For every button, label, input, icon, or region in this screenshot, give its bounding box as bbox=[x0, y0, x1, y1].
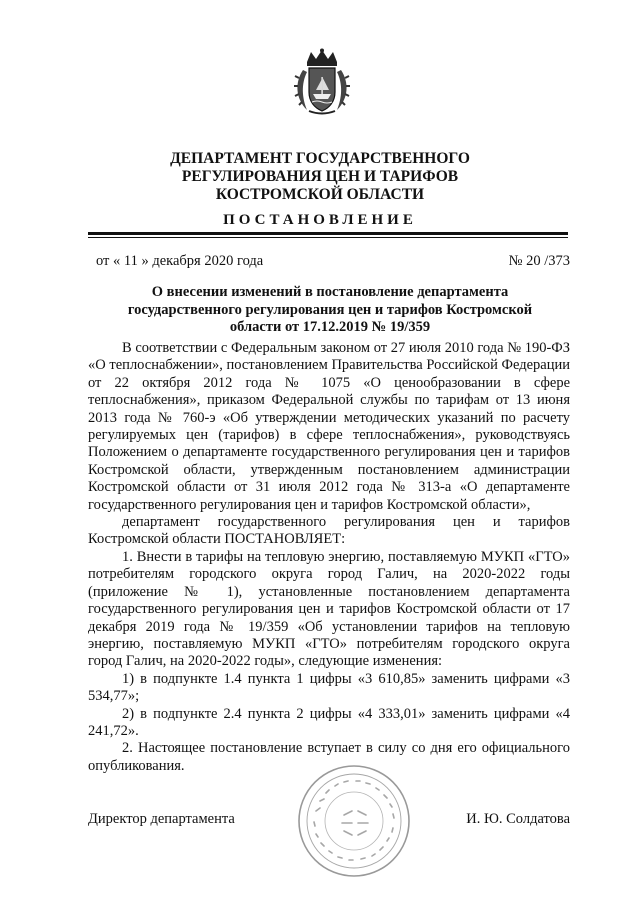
paragraph-preamble: В соответствии с Федеральным законом от 27 июля 2010 года № 190-ФЗ «О теплоснабжении», постановлением Правительства Российской Федерации от 22 октября 2012 года № 1075 «О ценообразовании в сфере теплоснабжения», приказом Федеральной службы по тарифам от 13 июня 2013 года № 760-э «Об утверждении методических указаний по расчету регулируемых цен (тарифов) в сфере теплоснабжения», руководствуясь Положением о департаменте государственного регулирования цен и тарифов Костромской области, утвержденным постановлением администрации Костромской области от 31 июля 2012 года № 313-а «О департаменте государственного регулирования цен и тарифов Костромской области», bbox=[88, 340, 570, 513]
paragraph-subitem-2: 2) в подпункте 2.4 пункта 2 цифры «4 333,01» заменить цифрами «4 241,72». bbox=[88, 705, 570, 739]
paragraph-item-2: 2. Настоящее постановление вступает в силу со дня его официального опубликования. bbox=[88, 740, 570, 774]
document-date: от « 11 » декабря 2020 года bbox=[96, 253, 264, 269]
official-stamp-icon bbox=[296, 763, 412, 879]
header-divider-thin bbox=[88, 237, 568, 238]
subject-line-3: области от 17.12.2019 № 19/359 bbox=[229, 319, 431, 335]
paragraph-item-1: 1. Внести в тарифы на тепловую энергию, поставляемую МУКП «ГТО» потребителям городского округа город Галич, на 2020-2022 годы (приложение № 1), установленные постановлением департамента государственного регулирования цен и тарифов Костромской области от 17 декабря 2019 года № 19/359 «Об установлении тарифов на тепловую энергию, поставляемую МУКП «ГТО» потребителям городского округа город Галич, на 2020-2022 годы», следующие изменения: bbox=[88, 548, 570, 670]
department-title-line-2: РЕГУЛИРОВАНИЯ ЦЕН И ТАРИФОВ bbox=[181, 168, 459, 185]
header-divider-thick bbox=[88, 232, 568, 235]
document-subject bbox=[110, 284, 550, 337]
signatory-name: И. Ю. Солдатова bbox=[466, 811, 570, 827]
signatory-position: Директор департамента bbox=[88, 811, 235, 827]
document-number: № 20 /373 bbox=[508, 253, 570, 269]
subject-line-2: государственного регулирования цен и тарифов Костромской bbox=[127, 301, 533, 318]
department-title-line-1: ДЕПАРТАМЕНТ ГОСУДАРСТВЕННОГО bbox=[170, 150, 470, 167]
document-body bbox=[88, 340, 570, 775]
paragraph-resolves: департамент государственного регулирования цен и тарифов Костромской области ПОСТАНОВЛЯЕТ: bbox=[88, 514, 570, 548]
paragraph-subitem-1: 1) в подпункте 1.4 пункта 1 цифры «3 610,85» заменить цифрами «3 534,77»; bbox=[88, 670, 570, 705]
document-type: ПОСТАНОВЛЕНИЕ bbox=[223, 212, 417, 228]
subject-line-1: О внесении изменений в постановление департамента bbox=[151, 284, 509, 300]
department-title bbox=[120, 150, 520, 204]
coat-of-arms-icon bbox=[293, 48, 351, 116]
department-title-line-3: КОСТРОМСКОЙ ОБЛАСТИ bbox=[215, 186, 425, 203]
